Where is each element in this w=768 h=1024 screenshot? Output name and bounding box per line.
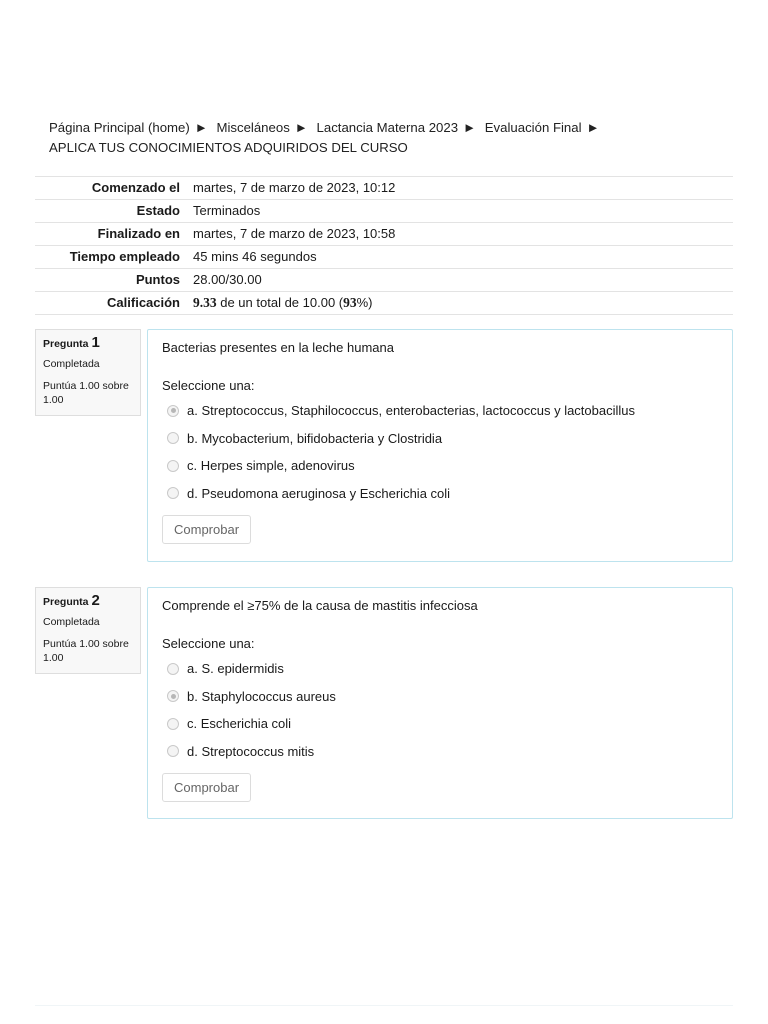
answer-option-label: d. Streptococcus mitis [187, 743, 315, 759]
summary-row-points [35, 269, 733, 292]
answer-option-label: b. Mycobacterium, bifidobacteria y Clostridia [187, 430, 443, 446]
radio-button[interactable] [167, 460, 179, 472]
summary-value: 45 mins 46 segundos [193, 249, 317, 264]
question-prompt: Seleccione una: [162, 636, 255, 651]
answer-option-label: a. Streptococcus, Staphilococcus, enterobacterias, lactococcus y lactobacillus [187, 403, 636, 419]
question-number [43, 594, 140, 609]
breadcrumb-quiz[interactable]: APLICA TUS CONOCIMIENTOS ADQUIRIDOS DEL CURSO [49, 140, 408, 155]
check-button[interactable]: Comprobar [162, 773, 251, 802]
answer-option[interactable] [167, 452, 718, 480]
breadcrumb-separator: ► [294, 120, 308, 135]
breadcrumb-miscellaneous[interactable]: Misceláneos [216, 120, 290, 135]
answer-options [167, 655, 718, 765]
summary-label: Finalizado en [97, 226, 180, 241]
question-text: Bacterias presentes en la leche humana [162, 340, 394, 355]
answer-option-label: c. Escherichia coli [187, 716, 292, 732]
answer-option[interactable] [167, 738, 718, 766]
answer-option-label: b. Staphylococcus aureus [187, 688, 336, 704]
answer-option[interactable] [167, 397, 718, 425]
answer-option-label: c. Herpes simple, adenovirus [187, 458, 355, 474]
radio-button[interactable] [167, 718, 179, 730]
question-state: Completada [43, 358, 100, 370]
grade-score: 9.33 [193, 294, 217, 310]
answer-option[interactable] [167, 683, 718, 711]
question-number [43, 336, 140, 351]
summary-value: 28.00/30.00 [193, 272, 262, 287]
question-info [35, 587, 141, 674]
answer-option-label: a. S. epidermidis [187, 661, 284, 677]
quiz-summary-table [35, 176, 733, 315]
breadcrumb-course[interactable]: Lactancia Materna 2023 [316, 120, 459, 135]
summary-row-state [35, 200, 733, 223]
summary-row-grade [35, 292, 733, 315]
summary-row-started [35, 177, 733, 200]
breadcrumb-separator: ► [463, 120, 477, 135]
radio-button[interactable] [167, 405, 179, 417]
question-text: Comprende el ≥75% de la causa de mastitis infecciosa [162, 598, 478, 613]
radio-button[interactable] [167, 487, 179, 499]
question-content [147, 587, 733, 819]
summary-row-finished [35, 223, 733, 246]
question-grade: Puntúa 1.00 sobre 1.00 [43, 380, 129, 406]
breadcrumb-separator: ► [194, 120, 208, 135]
grade-percent: 93 [343, 294, 357, 310]
question-state: Completada [43, 616, 100, 628]
answer-option[interactable] [167, 655, 718, 683]
summary-value: martes, 7 de marzo de 2023, 10:12 [193, 180, 396, 195]
question-grade: Puntúa 1.00 sobre 1.00 [43, 638, 129, 664]
summary-label: Comenzado el [91, 180, 180, 195]
radio-button[interactable] [167, 745, 179, 757]
question-info [35, 329, 141, 416]
answer-options [167, 397, 718, 507]
answer-option-label: d. Pseudomona aeruginosa y Escherichia coli [187, 485, 451, 501]
question-prompt: Seleccione una: [162, 378, 255, 393]
check-button[interactable]: Comprobar [162, 515, 251, 544]
summary-label: Calificación [107, 295, 180, 310]
radio-button[interactable] [167, 432, 179, 444]
breadcrumb-home[interactable]: Página Principal (home) [49, 120, 190, 135]
question-number-value: 1 [91, 334, 100, 351]
summary-value: martes, 7 de marzo de 2023, 10:58 [193, 226, 396, 241]
question-number-value: 2 [91, 592, 100, 609]
summary-value: Terminados [193, 203, 261, 218]
summary-label: Puntos [135, 272, 180, 287]
summary-label: Tiempo empleado [69, 249, 180, 264]
summary-row-time-taken [35, 246, 733, 269]
radio-button[interactable] [167, 663, 179, 675]
breadcrumb-separator: ► [586, 120, 600, 135]
summary-value [186, 292, 733, 315]
question-prefix: Pregunta [43, 596, 89, 608]
grade-percent-suffix: %) [356, 294, 373, 310]
answer-option[interactable] [167, 425, 718, 453]
breadcrumb-final-evaluation[interactable]: Evaluación Final [484, 120, 582, 135]
question-prefix: Pregunta [43, 338, 89, 350]
breadcrumb [49, 118, 729, 158]
question-content [147, 329, 733, 562]
answer-option[interactable] [167, 710, 718, 738]
grade-total-text: de un total de 10.00 ( [216, 294, 344, 310]
radio-button[interactable] [167, 690, 179, 702]
answer-option[interactable] [167, 480, 718, 508]
next-question-edge [35, 1005, 733, 1006]
summary-label: Estado [136, 203, 180, 218]
